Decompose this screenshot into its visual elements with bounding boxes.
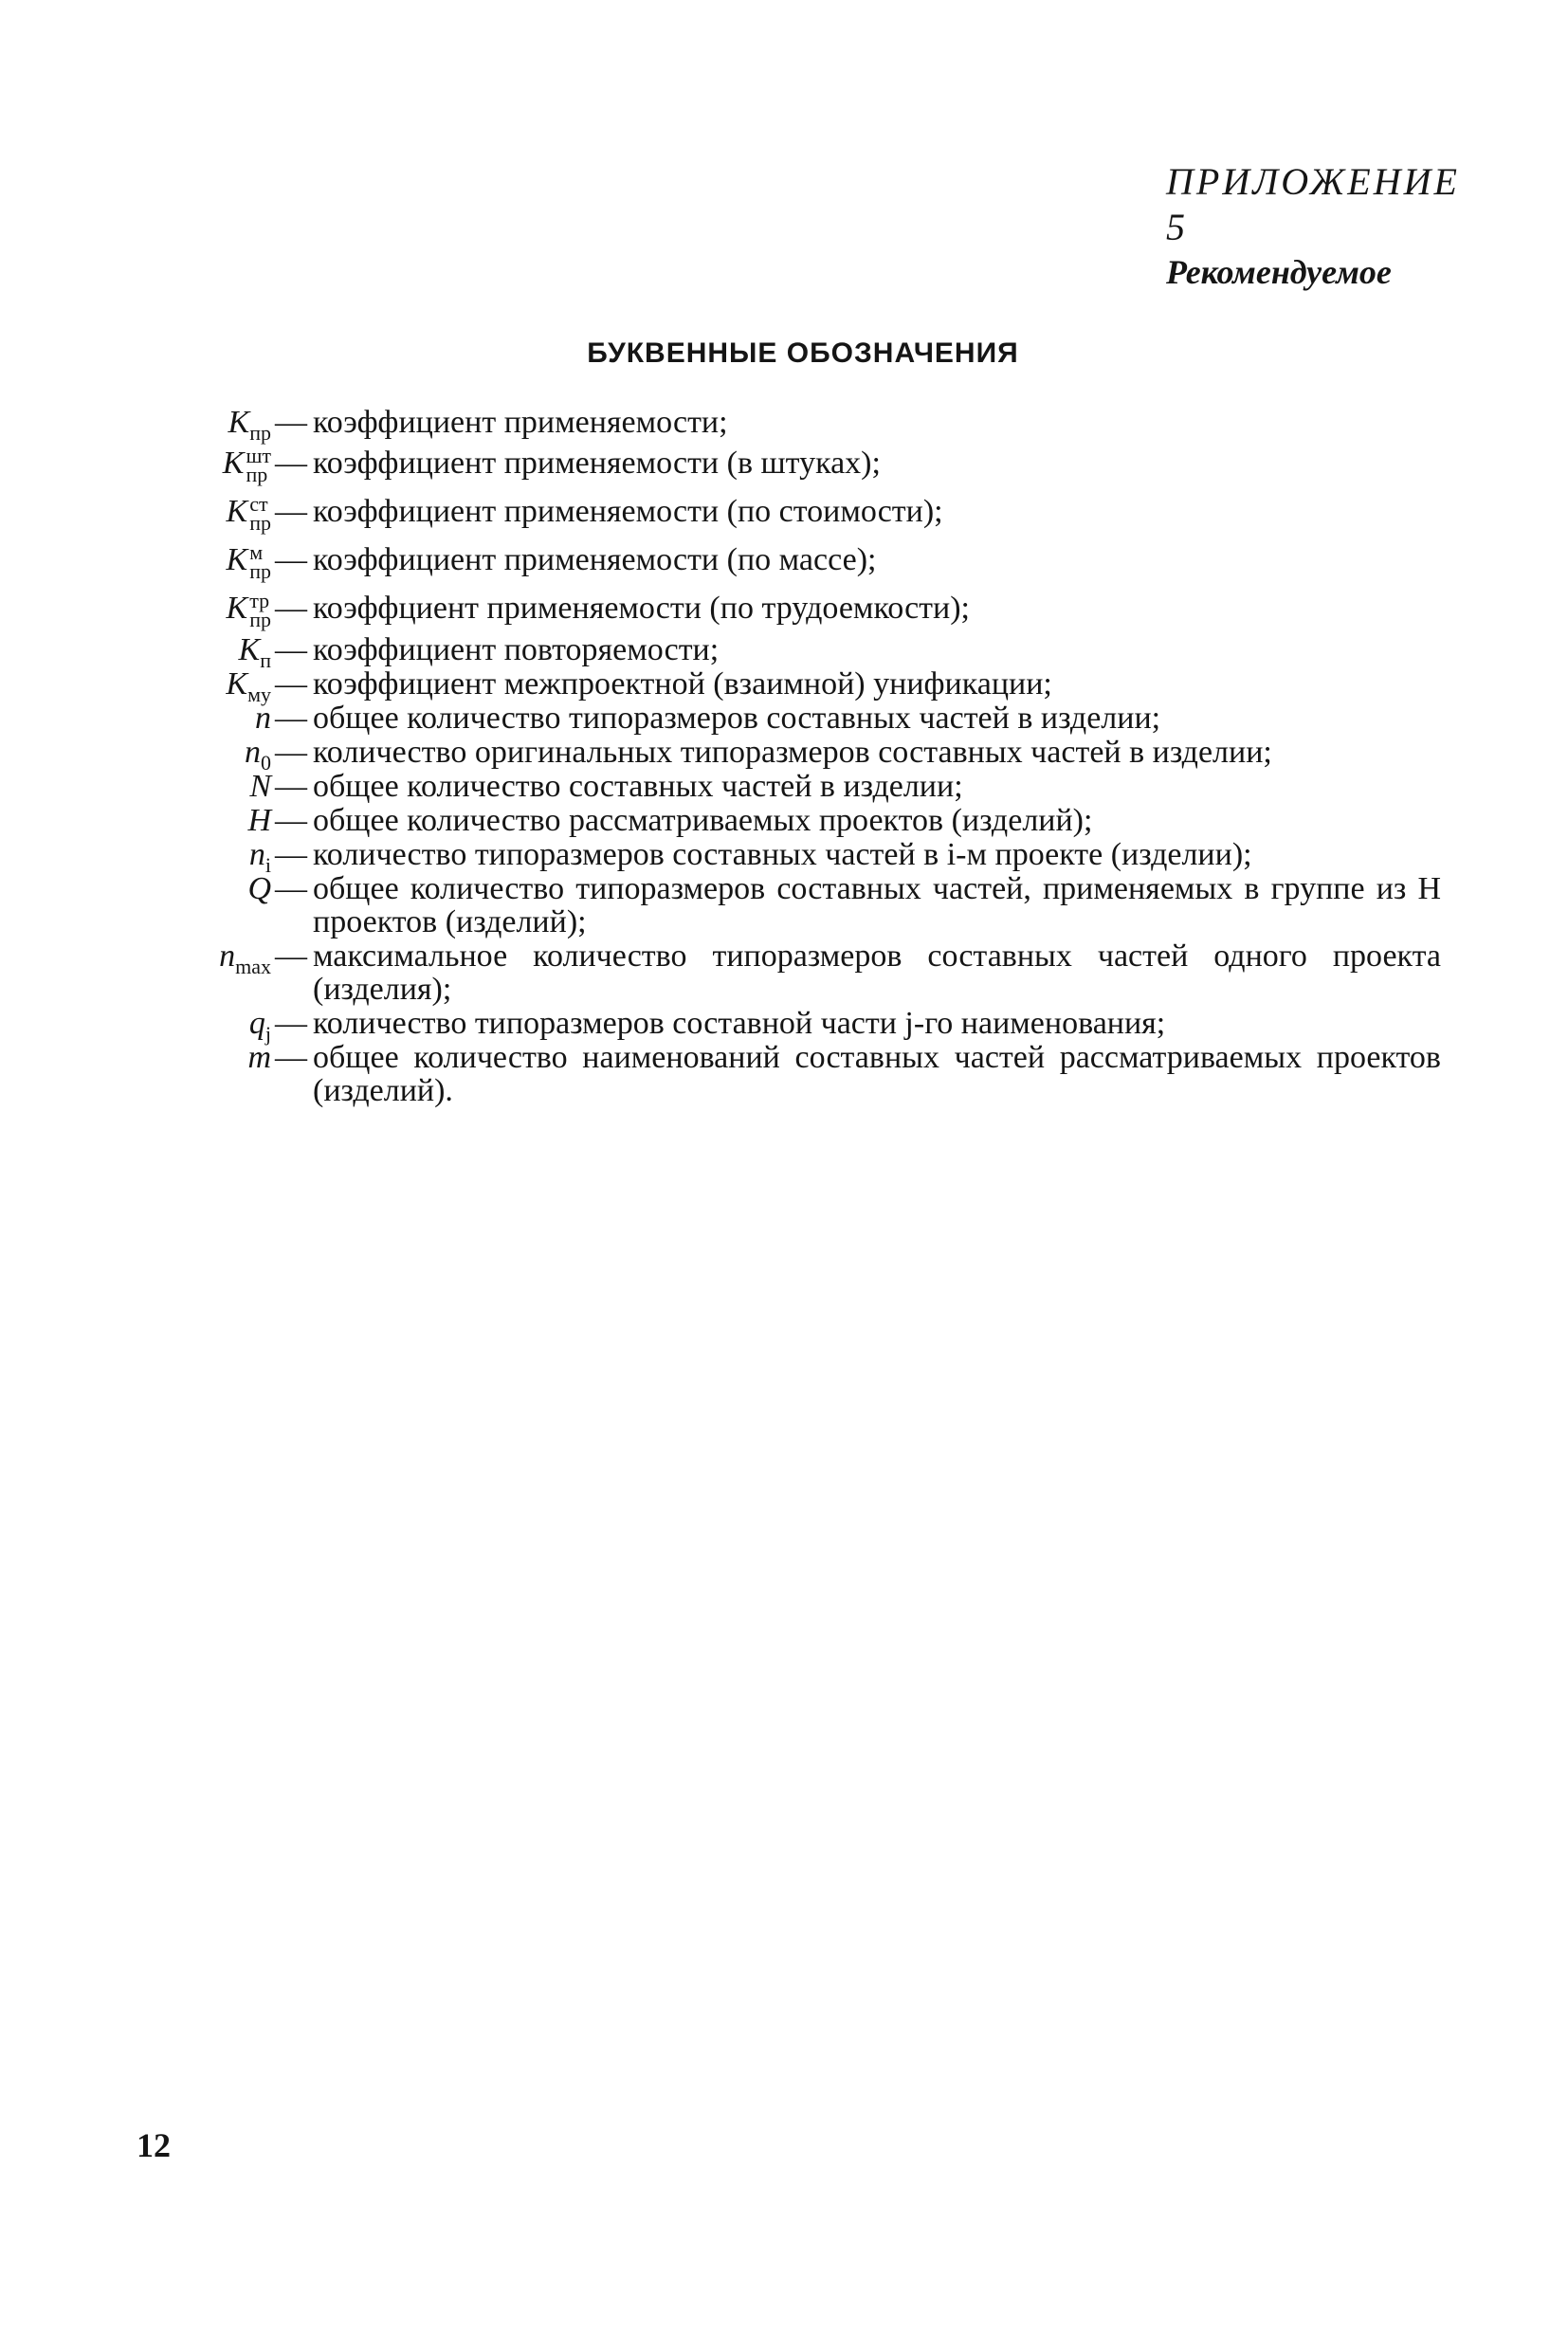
definition-item [152, 537, 1441, 584]
definition-item [152, 666, 1441, 706]
definition-text: коэффициент применяемости (по массе); [313, 542, 877, 577]
appendix-label: ПРИЛОЖЕНИЕ 5 [1166, 160, 1460, 248]
definition-text: коэффициент применяемости (в штуках); [313, 446, 881, 481]
definition-symbol: $n_i$ [248, 837, 271, 877]
definitions-list [152, 406, 1441, 1108]
definition-dash: — [275, 446, 307, 481]
definition-symbol: K шт пр [222, 444, 271, 487]
definition-text: количество оригинальных типоразмеров составных частей в изделии; [313, 735, 1272, 770]
definition-symbol: H [247, 803, 271, 838]
appendix-header [1166, 159, 1460, 294]
appendix-status: Рекомендуемое [1166, 253, 1392, 291]
definition-dash: — [275, 405, 307, 440]
definition-dash: — [275, 871, 307, 906]
definition-text: коэффциент применяемости (по трудоемкости); [313, 591, 970, 626]
definition-dash: — [275, 1006, 307, 1041]
definition-item [152, 770, 1441, 803]
page-number: 12 [137, 2126, 171, 2164]
definition-dash: — [275, 803, 307, 838]
definition-item [152, 1006, 1441, 1046]
definition-text: общее количество типоразмеров составных частей, применяемых в группе из Н проектов (изделий); [313, 871, 1441, 939]
definition-text: общее количество составных частей в изделии; [313, 769, 963, 804]
definition-dash: — [275, 632, 307, 667]
section-title: БУКВЕННЫЕ ОБОЗНАЧЕНИЯ [587, 337, 1019, 369]
definition-dash: — [275, 837, 307, 872]
definition-symbol: $K_п$ [238, 632, 271, 672]
definition-dash: — [275, 591, 307, 626]
definition-dash: — [275, 494, 307, 529]
definition-symbol: $n_{max}$ [219, 939, 271, 978]
definition-dash: — [275, 769, 307, 804]
definition-symbol: m [247, 1040, 271, 1075]
definition-text: количество типоразмеров составной части j-го наименования; [313, 1006, 1166, 1041]
definition-dash: — [275, 666, 307, 702]
definition-dash: — [275, 735, 307, 770]
definition-item [152, 804, 1441, 837]
definition-text: коэффициент повторяемости; [313, 632, 720, 667]
definition-item [152, 939, 1441, 1006]
definition-symbol: K м пр [226, 540, 271, 584]
definition-text: коэффициент применяемости (по стоимости); [313, 494, 943, 529]
definition-text: количество типоразмеров составных частей в i-м проекте (изделии); [313, 837, 1252, 872]
definition-text: общее количество наименований составных частей рассматриваемых проектов (изделий). [313, 1040, 1441, 1108]
definition-dash: — [275, 542, 307, 577]
definition-text: общее количество рассматриваемых проектов (изделий); [313, 803, 1093, 838]
definition-dash: — [275, 939, 307, 974]
definition-item [152, 440, 1441, 487]
definition-symbol: $K_{му}$ [226, 666, 271, 706]
definition-item [152, 837, 1441, 877]
definition-symbol: n [255, 701, 271, 736]
definition-symbol: $K_{пр}$ [228, 405, 271, 445]
definition-text: коэффициент применяемости; [313, 405, 728, 440]
definition-item [152, 1041, 1441, 1107]
definition-item [152, 488, 1441, 536]
definition-item [152, 872, 1441, 939]
definition-item [152, 632, 1441, 672]
definition-item [152, 405, 1441, 445]
definition-text: коэффициент межпроектной (взаимной) унификации; [313, 666, 1052, 702]
definition-symbol: N [249, 769, 271, 804]
definition-symbol: $n_0$ [245, 735, 271, 775]
definition-text: общее количество типоразмеров составных частей в изделии; [313, 701, 1161, 736]
definition-dash: — [275, 701, 307, 736]
definition-item [152, 735, 1441, 775]
definition-item [152, 702, 1441, 735]
definition-text: максимальное количество типоразмеров составных частей одного проекта (изделия); [313, 939, 1441, 1007]
definition-symbol: K ст пр [226, 492, 271, 536]
definition-symbol: K тр пр [226, 589, 271, 632]
definition-symbol: Q [247, 871, 271, 906]
definition-item [152, 585, 1441, 632]
definition-dash: — [275, 1040, 307, 1075]
definition-symbol: $q_j$ [248, 1006, 271, 1046]
